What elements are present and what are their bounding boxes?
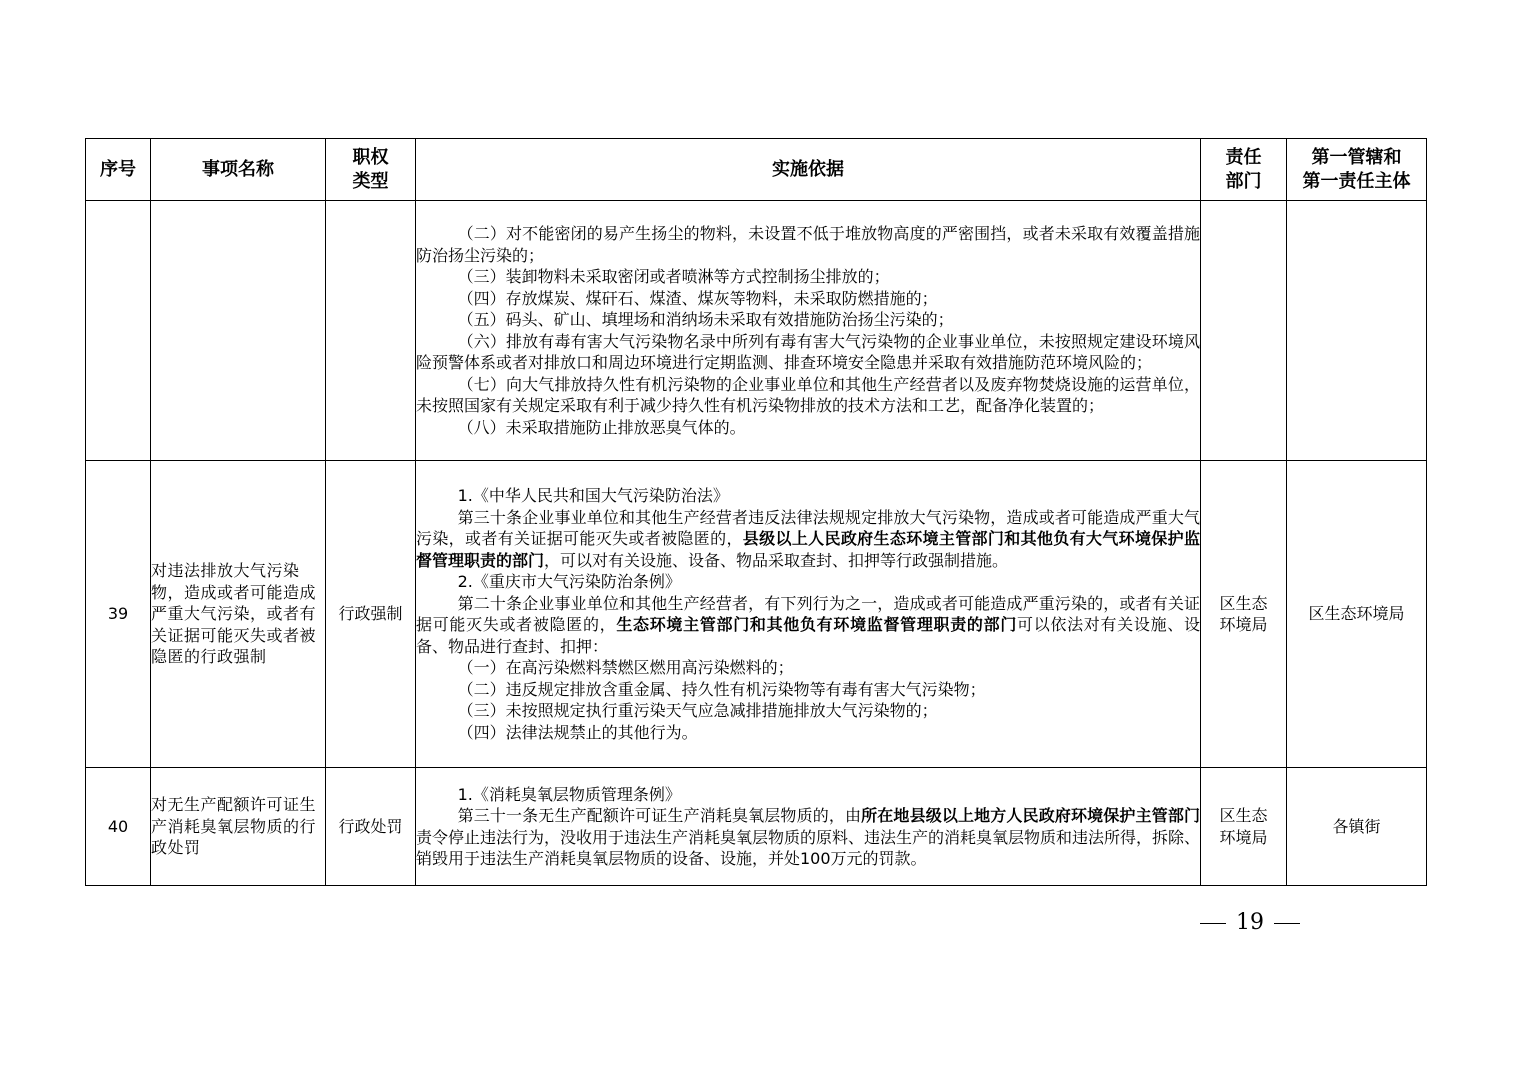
cell-type bbox=[326, 201, 416, 461]
basis-paragraph bbox=[416, 507, 1200, 572]
basis-paragraph bbox=[416, 309, 1200, 331]
basis-text: （四）存放煤炭、煤矸石、煤渣、煤灰等物料，未采取防燃措施的； bbox=[457, 288, 938, 308]
cell-basis bbox=[416, 461, 1201, 768]
cell-dept bbox=[1201, 201, 1287, 461]
basis-paragraph bbox=[416, 485, 1200, 507]
basis-paragraph bbox=[416, 700, 1200, 722]
cell-basis bbox=[416, 768, 1201, 886]
basis-bold-text: 县级以上人民政府生态环境主管部门和其他负有大气环境保护监督管理职责的部门 bbox=[416, 529, 1200, 570]
basis-text: 责令停止违法行为，没收用于违法生产消耗臭氧层物质的原料、违法生产的消耗臭氧层物质和违法所得，拆除、销毁用于违法生产消耗臭氧层物质的设备、设施，并处100万元的罚款。 bbox=[416, 827, 1201, 868]
cell-dept: 区生态环境局 bbox=[1201, 768, 1287, 886]
header-dept: 责任 部门 bbox=[1201, 139, 1287, 201]
basis-text: （二）违反规定排放含重金属、持久性有机污染物等有毒有害大气污染物； bbox=[457, 679, 986, 699]
basis-text: 1.《中华人民共和国大气污染防治法》 bbox=[457, 486, 729, 505]
basis-bold-text: 生态环境主管部门和其他负有环境监督管理职责的部门 bbox=[616, 615, 1018, 634]
basis-text: 2.《重庆市大气污染防治条例》 bbox=[457, 572, 681, 591]
table-row bbox=[86, 461, 1427, 768]
basis-paragraph bbox=[416, 679, 1200, 701]
basis-bold-text: 所在地县级以上地方人民政府环境保护主管部门 bbox=[861, 806, 1200, 825]
header-subject: 第一管辖和 第一责任主体 bbox=[1287, 139, 1427, 201]
header-seq: 序号 bbox=[86, 139, 151, 201]
basis-text: （一）在高污染燃料禁燃区燃用高污染燃料的； bbox=[457, 658, 794, 677]
cell-seq bbox=[86, 201, 151, 461]
authority-table bbox=[85, 138, 1427, 886]
basis-text: 可以依法对有关设施、设备、物品进行查封、扣押： bbox=[416, 615, 1200, 656]
cell-name: 对违法排放大气污染物，造成或者可能造成严重大气污染，或者有关证据可能灭失或者被隐匿的行政强制 bbox=[151, 461, 326, 768]
basis-text: 1.《消耗臭氧层物质管理条例》 bbox=[457, 784, 681, 804]
basis-paragraph bbox=[416, 331, 1200, 374]
cell-subject: 各镇街 bbox=[1287, 768, 1427, 886]
basis-paragraph bbox=[416, 417, 1200, 439]
basis-paragraph bbox=[416, 571, 1200, 593]
header-row bbox=[86, 139, 1427, 201]
dash-right bbox=[1274, 923, 1300, 924]
table-row-continued bbox=[86, 201, 1427, 461]
cell-type: 行政强制 bbox=[326, 461, 416, 768]
basis-paragraph bbox=[416, 288, 1200, 310]
basis-paragraph bbox=[416, 374, 1200, 417]
cell-basis bbox=[416, 201, 1201, 461]
basis-paragraph bbox=[416, 784, 1200, 806]
basis-text: （八）未采取措施防止排放恶臭气体的。 bbox=[457, 417, 746, 437]
cell-name: 对无生产配额许可证生产消耗臭氧层物质的行政处罚 bbox=[151, 768, 326, 886]
basis-paragraph bbox=[416, 722, 1200, 744]
basis-paragraph bbox=[416, 266, 1200, 288]
cell-subject: 区生态环境局 bbox=[1287, 461, 1427, 768]
basis-text: 第三十条企业事业单位和其他生产经营者违反法律法规规定排放大气污染物，造成或者可能造成严重大气污染，或者有关证据可能灭失或者被隐匿的， bbox=[416, 507, 1200, 548]
basis-text: （二）对不能密闭的易产生扬尘的物料，未设置不低于堆放物高度的严密围挡，或者未采取有效覆盖措施防治扬尘污染的； bbox=[416, 224, 1200, 265]
basis-paragraph bbox=[416, 805, 1200, 870]
basis-paragraph bbox=[416, 593, 1200, 658]
basis-text: 第二十条企业事业单位和其他生产经营者，有下列行为之一，造成或者可能造成严重污染的，或者有关证据可能灭失或者被隐匿的， bbox=[416, 593, 1200, 634]
basis-text: （三）未按照规定执行重污染天气应急减排措施排放大气污染物的； bbox=[457, 701, 938, 720]
dash-left bbox=[1200, 923, 1226, 924]
cell-name bbox=[151, 201, 326, 461]
table-row bbox=[86, 768, 1427, 886]
basis-text: （三）装卸物料未采取密闭或者喷淋等方式控制扬尘排放的； bbox=[457, 267, 890, 286]
cell-seq: 39 bbox=[86, 461, 151, 768]
header-basis: 实施依据 bbox=[416, 139, 1201, 201]
basis-text: （七）向大气排放持久性有机污染物的企业事业单位和其他生产经营者以及废弃物焚烧设施的运营单位，未按照国家有关规定采取有利于减少持久性有机污染物排放的技术方法和工艺，配备净化装置的； bbox=[416, 374, 1200, 415]
basis-text: （五）码头、矿山、填埋场和消纳场未采取有效措施防治扬尘污染的； bbox=[457, 310, 954, 329]
cell-dept: 区生态环境局 bbox=[1201, 461, 1287, 768]
cell-subject bbox=[1287, 201, 1427, 461]
basis-paragraph bbox=[416, 223, 1200, 266]
cell-type: 行政处罚 bbox=[326, 768, 416, 886]
basis-text: （四）法律法规禁止的其他行为。 bbox=[457, 722, 698, 742]
header-name: 事项名称 bbox=[151, 139, 326, 201]
cell-seq: 40 bbox=[86, 768, 151, 886]
header-type: 职权 类型 bbox=[326, 139, 416, 201]
page-number: 19 bbox=[1190, 910, 1310, 935]
basis-text: ，可以对有关设施、设备、物品采取查封、扣押等行政强制措施。 bbox=[544, 550, 1009, 570]
basis-text: 第三十一条无生产配额许可证生产消耗臭氧层物质的，由 bbox=[457, 806, 862, 825]
basis-text: （六）排放有毒有害大气污染物名录中所列有毒有害大气污染物的企业事业单位，未按照规定建设环境风险预警体系或者对排放口和周边环境进行定期监测、排查环境安全隐患并采取有效措施防范环境风险的； bbox=[416, 331, 1200, 372]
basis-paragraph bbox=[416, 657, 1200, 679]
